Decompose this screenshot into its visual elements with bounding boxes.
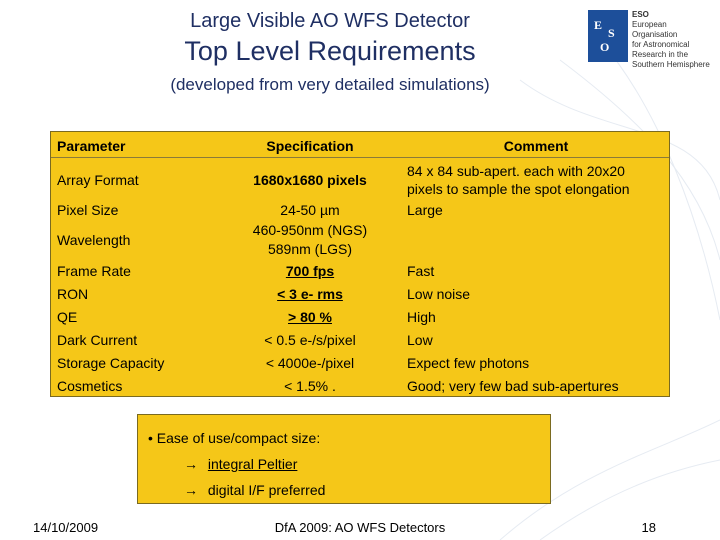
spec-cell: 460-950nm (NGS) [252,222,368,238]
comment-cell: High [407,309,436,325]
comment-cell: Fast [407,263,435,279]
eso-text [632,10,714,70]
param-cell: Array Format [57,172,139,188]
header-comment: Comment [503,138,569,154]
spec-cell: 24-50 µm [280,202,340,218]
note-item-text: integral Peltier [207,456,298,472]
spec-cell: 1680x1680 pixels [253,172,367,188]
comment-cell: Good; very few bad sub-apertures [407,378,619,394]
slide-title-line1: Large Visible AO WFS Detector [190,10,470,32]
footer-title: DfA 2009: AO WFS Detectors [274,520,446,535]
footer-page-number: 18 [641,520,656,535]
spec-cell: 700 fps [285,263,335,279]
spec-cell: < 0.5 e-/s/pixel [264,332,356,348]
param-cell: Pixel Size [57,202,119,218]
header-parameter: Parameter [57,138,126,154]
param-cell: QE [57,309,78,325]
comment-cell: Large [407,202,443,218]
slide-title-line2: Top Level Requirements [184,36,476,66]
param-cell: RON [57,286,89,302]
note-item [184,456,297,472]
spec-cell: < 4000e-/pixel [265,355,355,371]
comment-cell: pixels to sample the spot elongation [407,181,630,197]
comment-cell: Low noise [407,286,471,302]
spec-cell: < 3 e- rms [277,286,343,302]
note-bullet: • Ease of use/compact size: [148,430,321,446]
eso-line: Southern Hemisphere [632,60,710,69]
comment-cell: Expect few photons [407,355,530,371]
note-item-text: digital I/F preferred [207,482,326,498]
slide-subtitle: (developed from very detailed simulations) [170,75,490,94]
arrow-right-icon: → [184,482,198,498]
param-cell: Frame Rate [57,263,131,279]
eso-line: European Organisation [632,20,678,39]
comment-cell: 84 x 84 sub-apert. each with 20x20 [407,163,625,179]
spec-cell: > 80 % [288,309,332,325]
note-item [184,482,325,498]
notes-box [137,414,551,504]
eso-logo [588,10,714,69]
eso-line: Research in the [632,50,689,59]
eso-name: ESO [632,10,649,19]
footer-date: 14/10/2009 [33,520,99,535]
header-specification: Specification [266,138,354,154]
spec-cell: < 1.5% . [284,378,336,394]
arrow-right-icon: → [184,456,198,472]
param-cell: Dark Current [57,332,138,348]
header-divider [51,157,669,158]
param-cell: Wavelength [57,232,131,248]
spec-cell: 589nm (LGS) [267,241,353,257]
requirements-table [50,131,670,397]
comment-cell: Low [407,332,433,348]
eso-line: for Astronomical [632,40,690,49]
param-cell: Cosmetics [57,378,123,394]
param-cell: Storage Capacity [57,355,165,371]
eso-badge-icon: E S O [588,10,628,62]
